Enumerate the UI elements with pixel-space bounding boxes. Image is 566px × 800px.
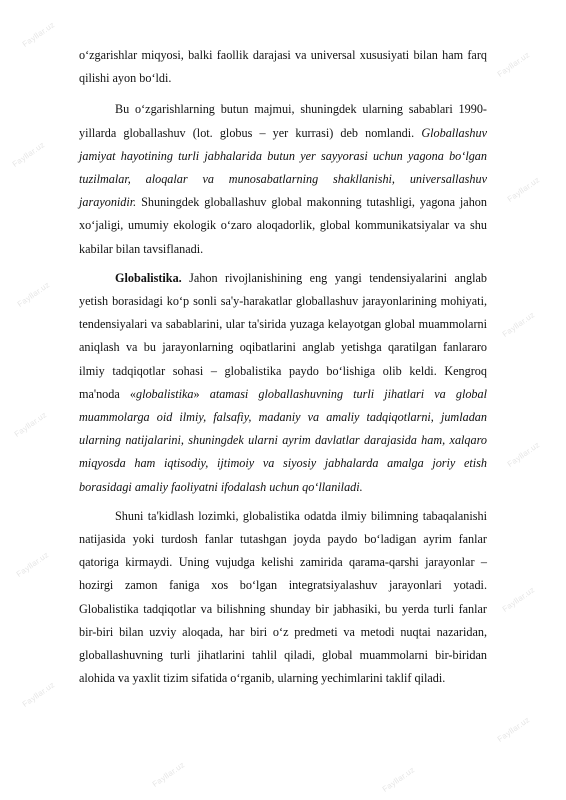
paragraph-text: o‘zgarishlar miqyosi, balki faollik darajasi va universal xususiyati bilan ham farq qilishi ayon bo‘ldi. [79,48,487,86]
paragraph-text: » [193,386,210,401]
document-body [79,44,487,690]
paragraph-text: Shuni ta'kidlash lozimki, globalistika odatda ilmiy bilimning tabaqalanishi natijasida yoki turdosh fanlar tutashgan joyda paydo bo‘ladigan ayrim fanlar qatoriga kirmaydi. Uning vujudga kelishi zamirida qarama-qarshi jarayonlar – hozirgi zamon faniga xos bo‘lgan integratsiyalashuv jarayonlari yotadi. Globalistika tadqiqotlar va bilishning shunday bir jabhasiki, bu yerda turli fanlar bir-biri bilan uzviy aloqada, har biri o‘z predmeti va metodi nuqtai nazaridan, globallashuvning turli jihatlarini tahlil qiladi, global muammolarni bir-biridan alohida va yaxlit tizim sifatida o‘rganib, ularning yechimlarini taklif qiladi. [79,508,487,686]
watermark: Fayllar.uz [380,765,417,794]
paragraph-text: Jahon rivojlanishining eng yangi tendensiyalarini anglab yetish borasidagi ko‘p sonli sa'y-harakatlar globallashuv jarayonlarining mohiyati, tendensiyalari va sabablarini, ular ta'sirida yuzaga kelayotgan global muammolarni aniqlash va bu jarayonlarning oqibatlarini anglab yetishga qaratilgan fanlararo ilmiy tadqiqotlar sohasi – globalistika paydo bo‘lishiga olib keldi. Kengroq ma'noda « [79,270,487,401]
paragraph-globallashuv [79,98,487,260]
watermark: Fayllar.uz [14,550,51,579]
watermark: Fayllar.uz [505,175,542,204]
watermark: Fayllar.uz [500,310,537,339]
watermark: Fayllar.uz [150,760,187,789]
watermark: Fayllar.uz [500,585,537,614]
watermark: Fayllar.uz [505,440,542,469]
watermark: Fayllar.uz [20,680,57,709]
watermark: Fayllar.uz [495,50,532,79]
paragraph-text: Shuningdek globallashuv global makonning tutashligi, yagona jahon xo‘jaligi, umumiy ekologik o‘zaro aloqadorlik, global kommunikatsiyalar va shu kabilar bilan tavsiflanadi. [79,195,487,256]
watermark: Fayllar.uz [15,280,52,309]
watermark: Fayllar.uz [10,140,47,169]
paragraph-integration [79,505,487,691]
paragraph-globalistika [79,267,487,499]
definition-italic: atamasi globallashuvning turli jihatlari va global muammolarga oid ilmiy, falsafiy, madaniy va amaliy tadqiqotlarni, jumladan ularning natijalarini, shuningdek ularni ayrim davlatlar darajasida ham, xalqaro miqyosda ham iqtisodiy, ijtimoiy va siyosiy jabhalarda amalga joriy etish borasidagi amaliy faoliyatni ifodalash uchun qo‘llaniladi. [79,386,487,494]
watermark: Fayllar.uz [495,715,532,744]
section-heading-inline: Globalistika. [115,270,182,285]
definition-italic: Globallashuv jamiyat hayotining turli jabhalarida butun yer sayyorasi uchun yagona bo‘lgan tuzilmalar, aloqalar va munosabatlarning shakllanishi, universallashuv jarayonidir. [79,125,487,210]
watermark: Fayllar.uz [20,20,57,49]
term-italic: globalistika [135,386,194,401]
paragraph-continuation [79,44,487,90]
paragraph-text: Bu o‘zgarishlarning butun majmui, shuningdek ularning sabablari 1990-yillarda globallashuv (lot. globus – yer kurrasi) deb nomlandi. [79,102,487,140]
watermark: Fayllar.uz [12,410,49,439]
